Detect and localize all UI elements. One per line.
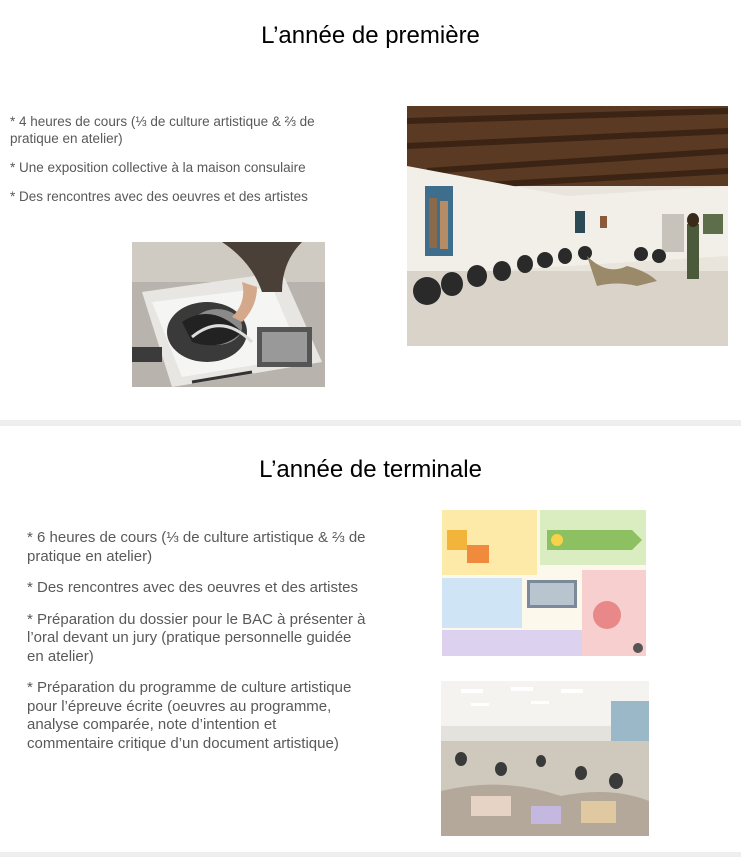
- gallery-visit-photo: [407, 106, 728, 346]
- slide-title: L’année de terminale: [259, 456, 482, 483]
- bullet-item: * Des rencontres avec des oeuvres et des artistes: [10, 189, 308, 204]
- slide-title: L’année de première: [261, 22, 480, 49]
- slide-premiere: [0, 0, 741, 420]
- bullet-item: * Une exposition collective à la maison consulaire: [10, 160, 306, 175]
- bullet-list: [10, 113, 330, 217]
- bullet-list: [27, 529, 367, 766]
- slide-terminale: [0, 426, 741, 852]
- bullet-item: * 4 heures de cours (⅓ de culture artistique & ⅔ de pratique en atelier): [10, 114, 315, 146]
- bullet-item: * 6 heures de cours (⅓ de culture artistique & ⅔ de pratique en atelier): [27, 529, 366, 565]
- program-infographic: [442, 510, 646, 656]
- art-studio-photo: [441, 681, 649, 836]
- bullet-item: * Des rencontres avec des oeuvres et des artistes: [27, 579, 358, 596]
- bullet-item: * Préparation du programme de culture artistique pour l’épreuve écrite (oeuvres au programme, analyse comparée, note d’intention et commentaire critique d’un document artistique): [27, 679, 352, 752]
- drawing-photo: [132, 242, 325, 387]
- slide-divider: [0, 852, 741, 857]
- bullet-item: * Préparation du dossier pour le BAC à présenter à l’oral devant un jury (pratique personnelle guidée en atelier): [27, 610, 366, 665]
